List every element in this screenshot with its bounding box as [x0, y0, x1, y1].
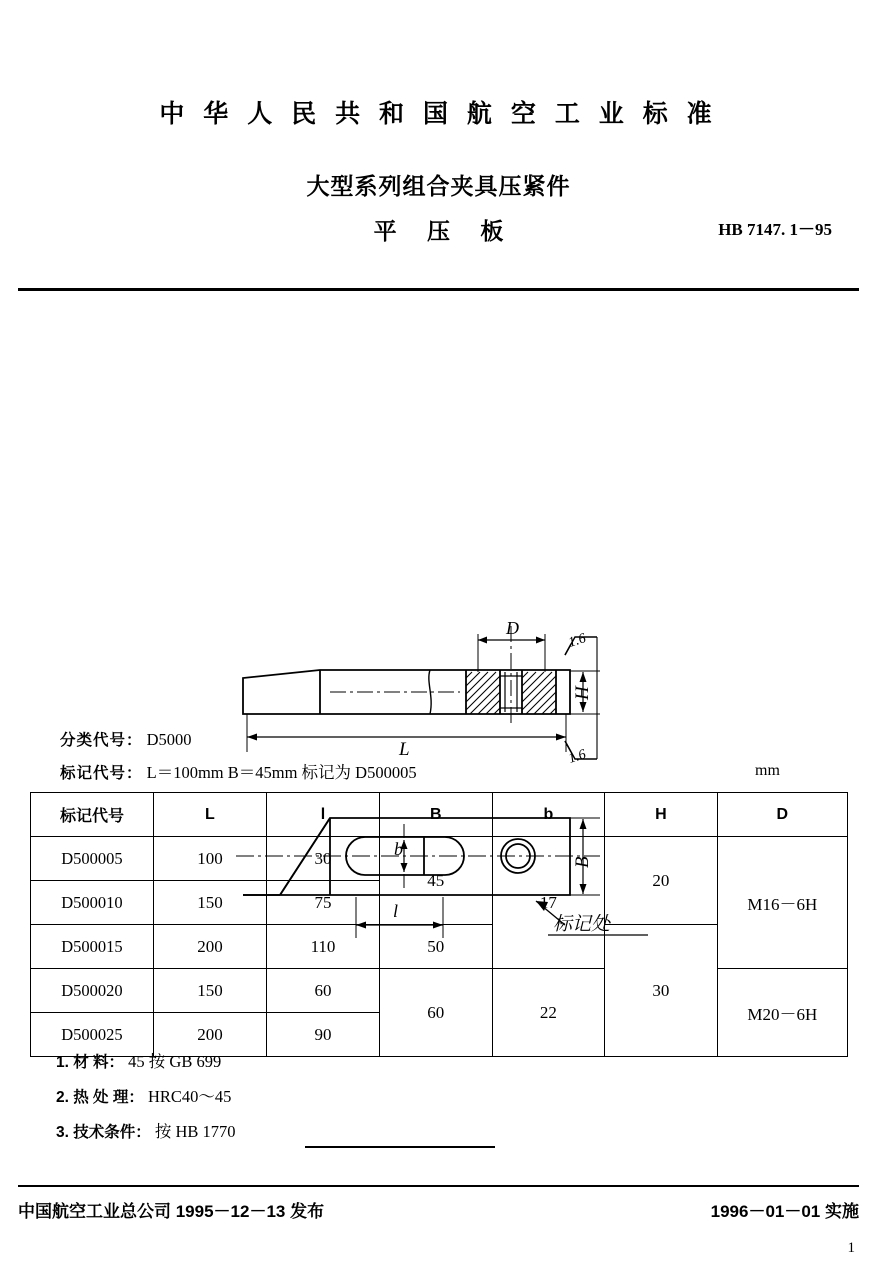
cell-L: 200 [153, 925, 266, 969]
note-technical-conditions-value: 按 HB 1770 [154, 1122, 236, 1141]
th-L: L [153, 793, 266, 837]
label-mark-note: 标记处 [553, 914, 611, 935]
spec-block [60, 728, 417, 792]
note-material-label: 1. 材 料： [56, 1054, 125, 1071]
th-D: D [717, 793, 847, 837]
label-b: b [394, 839, 403, 859]
cell-B-merged-2: 50 [380, 925, 493, 969]
th-code: 标记代号 [31, 793, 154, 837]
label-l: l [393, 901, 399, 921]
note-heat-treatment-label: 2. 热 处 理： [56, 1089, 144, 1106]
cell-L: 200 [153, 1013, 266, 1057]
note-material-value: 45 按 GB 699 [128, 1052, 222, 1071]
table-header-row [31, 793, 848, 837]
class-code-line [60, 728, 417, 750]
cell-l: 75 [266, 881, 379, 925]
document-title-sub: 平 压 板 [373, 218, 516, 244]
mark-code-label: 标记代号： [60, 765, 143, 782]
cell-l: 60 [266, 969, 379, 1013]
cell-code: D500005 [31, 837, 154, 881]
cell-l: 110 [266, 925, 379, 969]
cell-code: D500010 [31, 881, 154, 925]
label-D: D [506, 618, 519, 638]
mark-code-line [60, 759, 417, 783]
cell-B-merged-1: 45 [380, 837, 493, 925]
th-H: H [605, 793, 718, 837]
cell-code: D500025 [31, 1013, 154, 1057]
footer-divider [18, 1185, 859, 1187]
note-material [56, 1048, 236, 1072]
footer-issuer: 中国航空工业总公司 1995－12－13 发布 [18, 1202, 325, 1221]
th-b: b [492, 793, 605, 837]
cell-l: 30 [266, 837, 379, 881]
standard-number: HB 7147. 1－95 [718, 220, 832, 239]
cell-code: D500015 [31, 925, 154, 969]
cell-D-merged-1: M16－6H [717, 837, 847, 969]
mark-code-value: L＝100mm B＝45mm 标记为 D500005 [146, 763, 417, 782]
table-row [31, 969, 848, 1013]
cell-D-merged-2: M20－6H [717, 969, 847, 1057]
label-L: L [399, 739, 410, 760]
footer-effective: 1996－01－01 实施 [710, 1202, 859, 1221]
label-H: H [572, 686, 593, 700]
note-heat-treatment [56, 1083, 236, 1107]
note-technical-conditions [56, 1118, 236, 1142]
cell-l: 90 [266, 1013, 379, 1057]
notes-divider [305, 1146, 495, 1148]
notes-block [56, 1048, 236, 1153]
table-row [31, 837, 848, 881]
class-code-value: D5000 [146, 730, 192, 749]
dimension-table [30, 792, 848, 1057]
title-block [0, 168, 877, 246]
note-heat-treatment-value: HRC40～45 [147, 1087, 232, 1106]
th-B: B [380, 793, 493, 837]
cell-b-merged-1: 17 [492, 837, 605, 969]
cell-H-merged-2: 30 [605, 925, 718, 1057]
label-roughness-bottom: 1.6 [566, 747, 588, 767]
note-technical-conditions-label: 3. 技术条件： [56, 1124, 151, 1141]
page-number: 1 [847, 1240, 855, 1256]
th-l: l [266, 793, 379, 837]
document-title-main: 大型系列组合夹具压紧件 [306, 173, 571, 199]
header-divider [18, 288, 859, 291]
cell-b-merged-2: 22 [492, 969, 605, 1057]
cell-code: D500020 [31, 969, 154, 1013]
cell-L: 100 [153, 837, 266, 881]
unit-label: mm [755, 762, 780, 779]
standard-organization-line: 中 华 人 民 共 和 国 航 空 工 业 标 准 [159, 100, 718, 128]
class-code-label: 分类代号： [60, 732, 143, 749]
cell-B-merged-3: 60 [380, 969, 493, 1057]
cell-L: 150 [153, 969, 266, 1013]
label-roughness-top: 1.6 [566, 631, 588, 651]
cell-L: 150 [153, 881, 266, 925]
label-B: B [572, 856, 593, 868]
footer [18, 1185, 859, 1222]
cell-H-merged-1: 20 [605, 837, 718, 925]
